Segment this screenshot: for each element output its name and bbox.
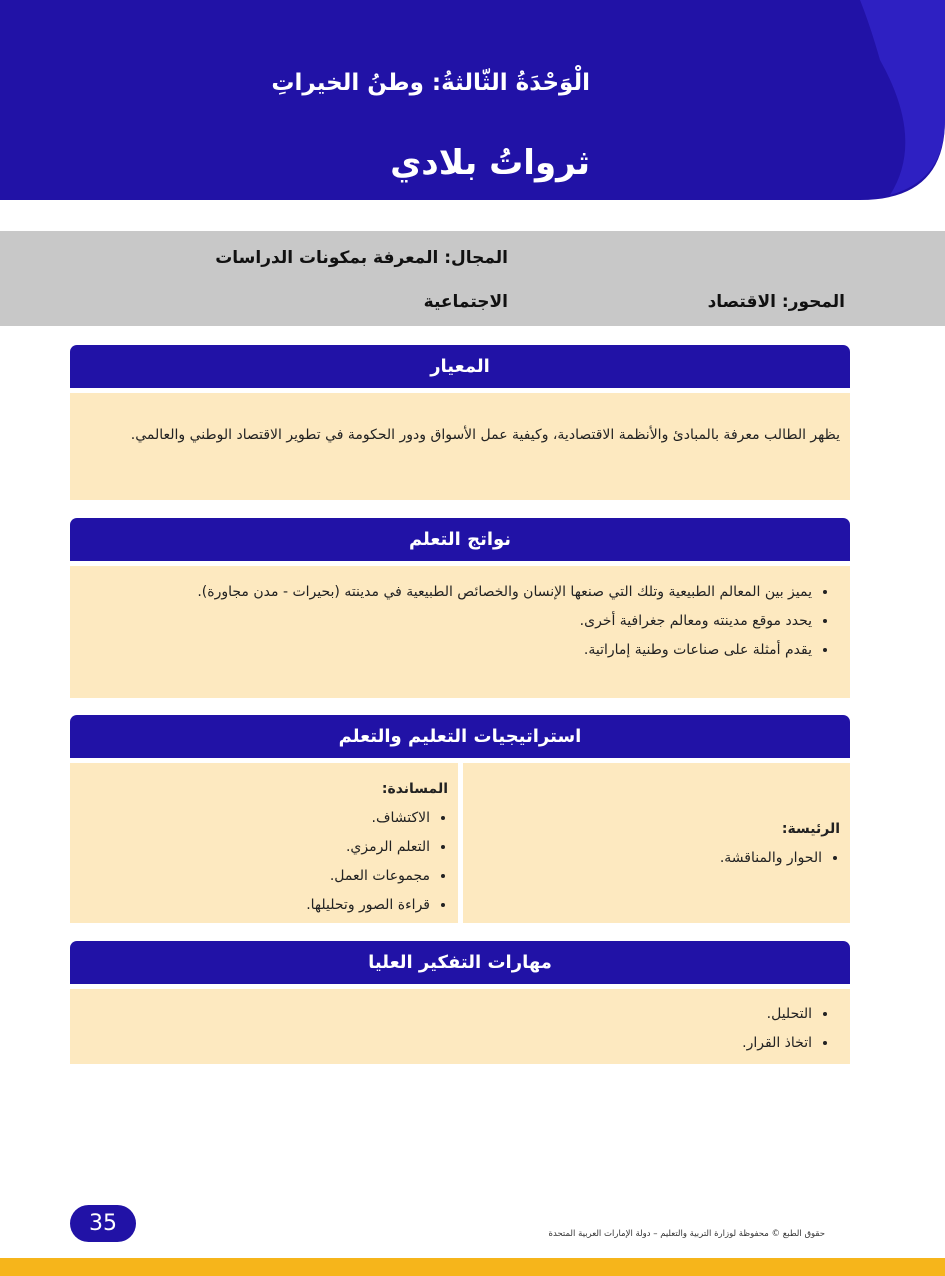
info-band <box>0 231 945 326</box>
field-label: المجال: المعرفة بمكونات الدراسات الاجتماعية <box>215 248 508 312</box>
support-strategies-label: المساندة: <box>381 781 448 797</box>
outcome-item: • يقدم أمثلة على صناعات وطنية إماراتية. <box>80 636 812 665</box>
outcomes-body <box>70 566 850 698</box>
unit-title: الْوَحْدَةُ الثّالثةُ: وطنُ الخيراتِ <box>271 70 590 96</box>
strategies-columns <box>70 763 850 923</box>
copyright-notice: حقوق الطبع © محفوظة لوزارة التربية والتعليم – دولة الإمارات العربية المتحدة <box>548 1229 825 1239</box>
page-number: 35 <box>70 1205 136 1242</box>
standard-body <box>70 393 850 500</box>
skill-item: • اتخاذ القرار. <box>80 1029 812 1058</box>
support-strategies <box>70 763 458 923</box>
strategies-heading: استراتيجيات التعليم والتعلم <box>70 715 850 758</box>
strategy-item: • التعلم الرمزي. <box>80 833 430 862</box>
skills-section <box>70 941 850 1064</box>
standard-heading: المعيار <box>70 345 850 388</box>
axis-label: المحور: الاقتصاد <box>707 292 845 312</box>
strategy-item: • الاكتشاف. <box>80 804 430 833</box>
main-strategies-label: الرئيسة: <box>781 821 840 837</box>
skills-heading: مهارات التفكير العليا <box>70 941 850 984</box>
strategies-section <box>70 715 850 923</box>
strategy-item: • الحوار والمناقشة. <box>473 844 822 873</box>
outcome-item: • يحدد موقع مدينته ومعالم جغرافية أخرى. <box>80 607 812 636</box>
outcome-item: • يميز بين المعالم الطبيعية وتلك التي صنعها الإنسان والخصائص الطبيعية في مدينته (بحيرات - مدن مجاورة). <box>80 578 812 607</box>
outcomes-heading: نواتج التعلم <box>70 518 850 561</box>
page-header <box>0 0 945 205</box>
lesson-title: ثرواتُ بلادي <box>390 143 590 183</box>
standard-text: يظهر الطالب معرفة بالمبادئ والأنظمة الاقتصادية، وكيفية عمل الأسواق ودور الحكومة في تطوير الاقتصاد الوطني والعالمي. <box>130 427 840 443</box>
footer-bar <box>0 1258 945 1276</box>
strategy-item: • مجموعات العمل. <box>80 862 430 891</box>
strategy-item: • قراءة الصور وتحليلها. <box>80 891 430 920</box>
outcomes-section <box>70 518 850 698</box>
skill-item: • التحليل. <box>80 1000 812 1029</box>
skills-body <box>70 989 850 1064</box>
standard-section <box>70 345 850 500</box>
main-strategies <box>463 763 850 923</box>
